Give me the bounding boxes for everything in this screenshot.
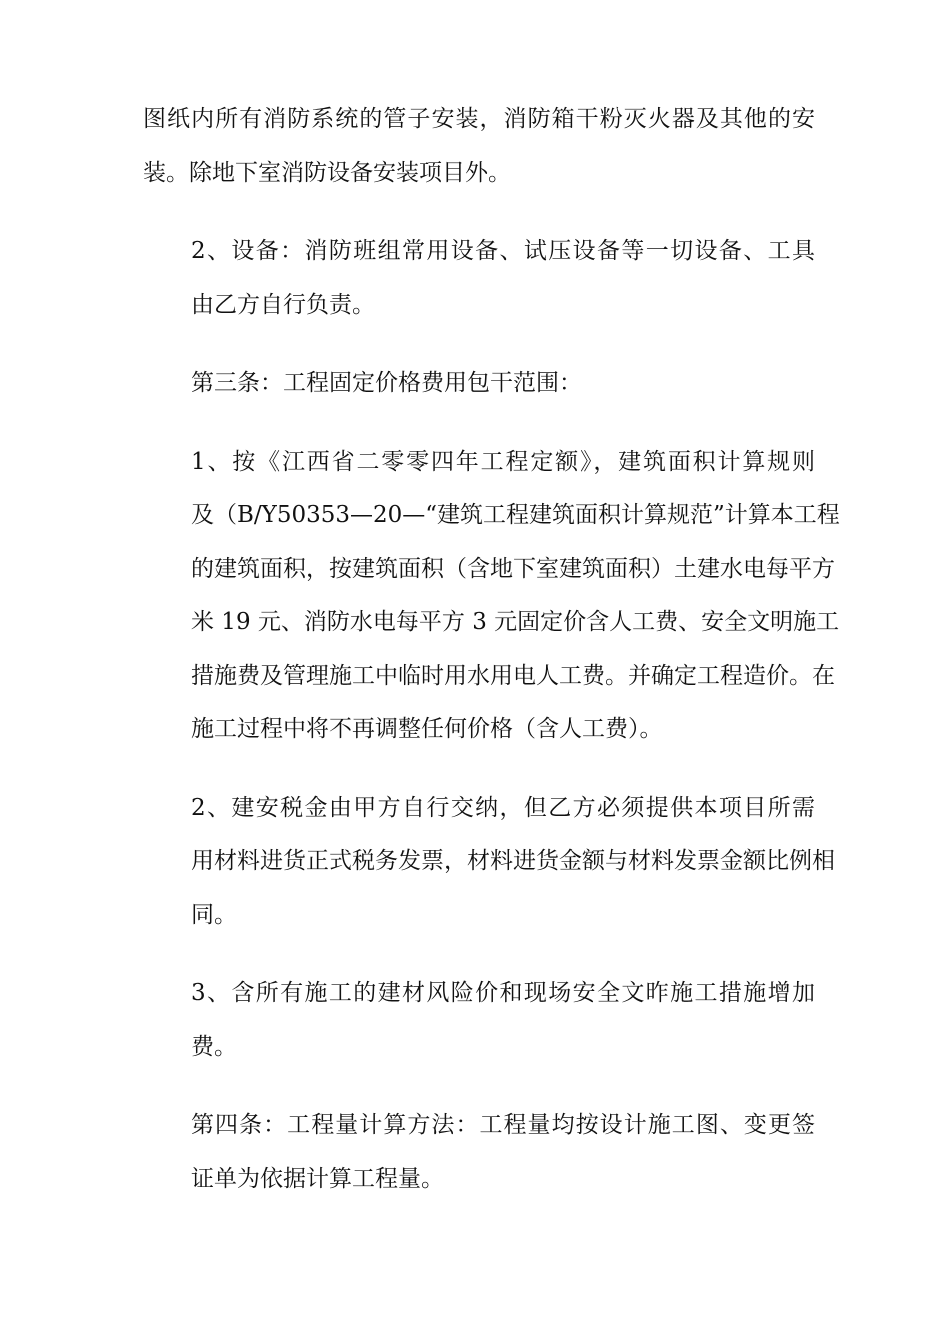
article-three-heading [143, 357, 815, 411]
text-line: 3、含所有施工的建材风险价和现场安全文昨施工措施增加 [191, 980, 815, 1006]
paragraph-scope-continued [143, 93, 815, 200]
text-line: 措施费及管理施工中临时用水用电人工费。并确定工程造价。在 [191, 662, 835, 689]
text-line: 由乙方自行负责。 [191, 291, 375, 318]
article-four-paragraph [143, 1099, 815, 1206]
document-body [143, 93, 840, 1231]
text-line: 第四条：工程量计算方法：工程量均按设计施工图、变更签 [191, 1112, 815, 1138]
text-line: 用材料进货正式税务发票，材料进货金额与材料发票金额比例相 [191, 848, 835, 874]
text-line: 1、按《江西省二零零四年工程定额》，建筑面积计算规则 [191, 448, 815, 475]
text-line: 2、设备：消防班组常用设备、试压设备等一切设备、工具 [191, 238, 815, 264]
text-line: 2、建安税金由甲方自行交纳，但乙方必须提供本项目所需 [191, 794, 815, 821]
text-line: 图纸内所有消防系统的管子安装，消防箱干粉灭火器及其他的安 [143, 106, 815, 132]
text-line: 第三条：工程固定价格费用包干范围： [191, 370, 582, 396]
text-line: 米 19 元、消防水电每平方 3 元固定价含人工费、安全文明施工 [191, 609, 840, 635]
text-line: 的建筑面积，按建筑面积（含地下室建筑面积）土建水电每平方 [191, 555, 835, 582]
paragraph-tax [143, 782, 835, 943]
text-line: 及（B/Y50353—20—“建筑工程建筑面积计算规范”计算本工程 [191, 502, 840, 528]
text-line: 证单为依据计算工程量。 [191, 1165, 444, 1192]
text-line: 装。除地下室消防设备安装项目外。 [143, 159, 511, 186]
text-line: 施工过程中将不再调整任何价格（含人工费）。 [191, 716, 663, 742]
paragraph-equipment [143, 225, 815, 332]
text-line: 同。 [191, 901, 237, 928]
text-line: 费。 [191, 1033, 237, 1060]
paragraph-fixed-price [143, 436, 840, 757]
paragraph-risk [143, 967, 815, 1074]
